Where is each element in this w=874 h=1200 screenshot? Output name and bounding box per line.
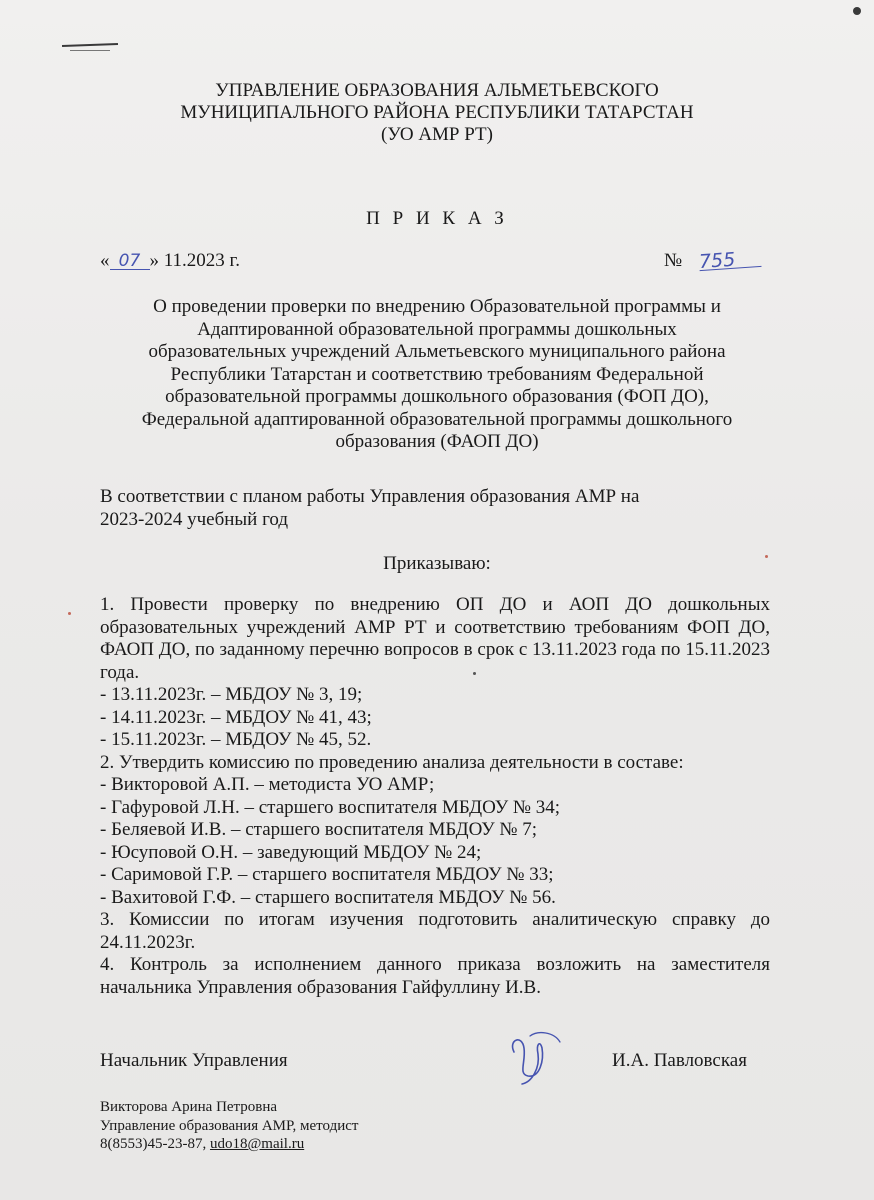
subject-line: образования (ФАОП ДО) — [335, 431, 539, 452]
item-2-members — [100, 774, 770, 909]
order-subject — [100, 296, 774, 454]
signatory-position: Начальник Управления — [100, 1050, 288, 1071]
commission-member: - Юсуповой О.Н. – заведующий МБДОУ № 24; — [100, 841, 482, 863]
handwritten-day: 07 — [110, 253, 150, 270]
order-word: Приказываю: — [383, 553, 491, 574]
order-date — [100, 250, 240, 272]
pen-mark — [62, 43, 118, 47]
contact-footer — [100, 1098, 600, 1154]
commission-member: - Беляевой И.В. – старшего воспитателя МБДОУ № 7; — [100, 819, 538, 840]
footer-org: Управление образования АМР, методист — [100, 1117, 359, 1134]
pen-mark — [70, 50, 110, 51]
header-line-1: УПРАВЛЕНИЕ ОБРАЗОВАНИЯ АЛЬМЕТЬЕВСКОГО — [215, 80, 659, 101]
inspection-date-line: - 13.11.2023г. – МБДОУ № 3, 19; — [100, 684, 363, 705]
item-1-dates — [100, 684, 770, 752]
basis-line-1: В соответствии с планом работы Управления образования АМР на — [100, 486, 640, 507]
subject-line: Республики Татарстан и соответствию требованиям Федеральной — [170, 363, 704, 385]
order-basis — [100, 486, 774, 531]
order-number — [664, 250, 761, 272]
item-3: 3. Комиссии по итогам изучения подготовить аналитическую справку до 24.11.2023г. — [100, 909, 770, 953]
commission-member: - Гафуровой Л.Н. – старшего воспитателя МБДОУ № 34; — [100, 796, 561, 818]
inspection-date-line: - 15.11.2023г. – МБДОУ № 45, 52. — [100, 729, 372, 750]
date-rest: » 11.2023 г. — [149, 250, 240, 271]
date-open-quote: « — [100, 250, 110, 271]
subject-line: образовательной программы дошкольного образования (ФОП ДО), — [165, 386, 709, 407]
header-line-2: МУНИЦИПАЛЬНОГО РАЙОНА РЕСПУБЛИКИ ТАТАРСТАН — [180, 102, 694, 123]
speck — [473, 672, 476, 675]
handwritten-signature — [500, 1022, 570, 1092]
speck — [765, 555, 768, 558]
footer-email: udo18@mail.ru — [209, 1136, 305, 1152]
header-line-3: (УО АМР РТ) — [381, 124, 493, 145]
item-1: 1. Провести проверку по внедрению ОП ДО и АОП ДО дошкольных образовательных учреждений АМР РТ и соответствию требованиям ФОП ДО, ФАОП ДО, по заданному перечню вопросов в срок с 13.11.2023 года по 15.11.2023 года. — [100, 594, 770, 683]
organization-header — [0, 80, 874, 146]
basis-line-2: 2023-2024 учебный год — [100, 508, 289, 530]
footer-contacts — [100, 1135, 600, 1154]
order-items — [100, 594, 770, 999]
item-4: 4. Контроль за исполнением данного приказа возложить на заместителя начальника Управления образования Гайфуллину И.В. — [100, 954, 770, 998]
subject-line: образовательных учреждений Альметьевского муниципального района — [148, 341, 726, 362]
inspection-date-line: - 14.11.2023г. – МБДОУ № 41, 43; — [100, 706, 372, 728]
footer-phone: 8(8553)45-23-87, — [100, 1136, 210, 1152]
staple-icon — [852, 6, 862, 16]
footer-author: Викторова Арина Петровна — [100, 1099, 278, 1115]
commission-member: - Вахитовой Г.Ф. – старшего воспитателя МБДОУ № 56. — [100, 886, 556, 908]
item-2: 2. Утвердить комиссию по проведению анализа деятельности в составе: — [100, 751, 684, 773]
commission-member: - Викторовой А.П. – методиста УО АМР; — [100, 774, 435, 795]
document-title: П Р И К А З — [366, 208, 508, 229]
signatory-name: И.А. Павловская — [612, 1050, 747, 1071]
handwritten-number: 755 — [698, 250, 761, 271]
commission-member: - Саримовой Г.Р. – старшего воспитателя МБДОУ № 33; — [100, 864, 554, 885]
number-label: № — [664, 250, 683, 271]
subject-line: Адаптированной образовательной программы дошкольных — [197, 318, 677, 340]
subject-line: Федеральной адаптированной образовательной программы дошкольного — [141, 408, 733, 430]
speck — [68, 612, 71, 615]
subject-line: О проведении проверки по внедрению Образовательной программы и — [153, 296, 721, 317]
